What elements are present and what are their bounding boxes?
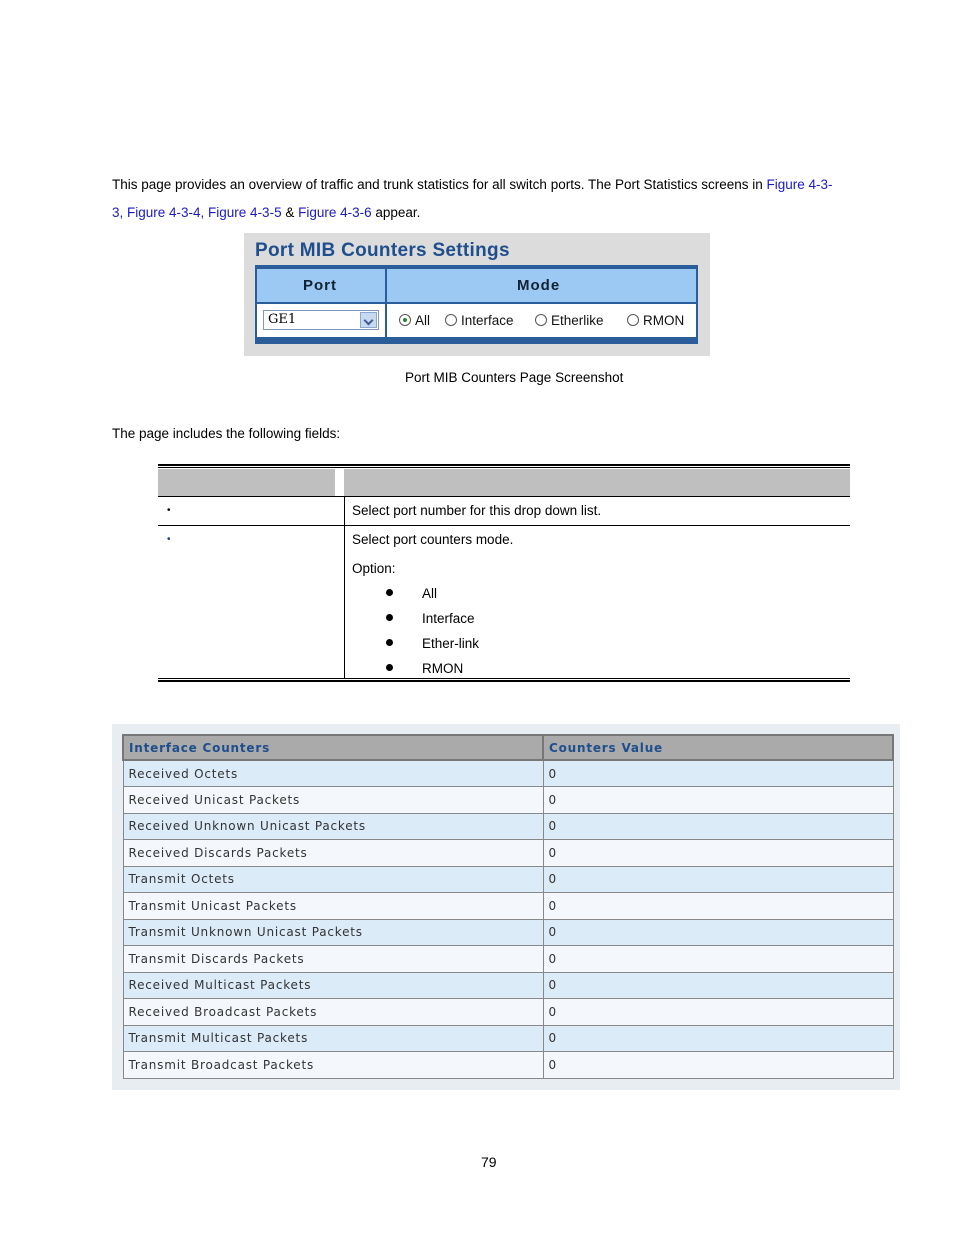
counter-value: 0 <box>543 972 893 999</box>
chevron-down-icon[interactable] <box>360 312 377 328</box>
body-divider <box>385 304 387 337</box>
mode-radio-rmon-label: RMON <box>643 313 685 328</box>
row-divider <box>158 525 850 526</box>
counter-value: 0 <box>543 787 893 814</box>
counter-value: 0 <box>543 1052 893 1079</box>
interface-counters-screenshot <box>112 724 900 1090</box>
row1-bullet: • <box>167 505 171 516</box>
bullet-icon <box>386 664 393 671</box>
table-row <box>123 1025 893 1052</box>
table-row <box>123 946 893 973</box>
settings-title: Port MIB Counters Settings <box>255 240 510 261</box>
intro-text-3: appear. <box>371 205 421 220</box>
intro-paragraph <box>112 171 842 227</box>
table-top-rule <box>158 464 850 466</box>
counters-header-name: Interface Counters <box>123 735 543 760</box>
mode-radio-interface-label: Interface <box>461 313 514 328</box>
row2-description: Select port counters mode. <box>352 532 514 547</box>
counter-name: Received Unicast Packets <box>123 787 543 814</box>
counters-body <box>123 760 893 1078</box>
mode-radio-all[interactable] <box>399 313 430 329</box>
table-row <box>123 893 893 920</box>
counter-value: 0 <box>543 1025 893 1052</box>
table-bottom-rule <box>158 680 850 682</box>
bullet-icon <box>386 639 393 646</box>
settings-body-row <box>255 302 698 339</box>
option-item <box>422 611 475 626</box>
counter-name: Received Octets <box>123 760 543 787</box>
column-divider <box>344 496 345 678</box>
row1-description: Select port number for this drop down list. <box>352 503 602 518</box>
option-item <box>422 586 437 601</box>
table-bottom-bar <box>255 339 698 344</box>
option-item <box>422 636 479 651</box>
counter-name: Transmit Unicast Packets <box>123 893 543 920</box>
mode-radio-etherlike[interactable] <box>535 313 604 329</box>
table-bottom-rule-thin <box>158 678 850 679</box>
intro-text-2: & <box>281 205 299 220</box>
option-rmon: RMON <box>422 661 464 676</box>
counter-value: 0 <box>543 813 893 840</box>
counters-header-row <box>123 735 893 760</box>
mode-radio-rmon[interactable] <box>627 313 684 329</box>
table-row <box>123 760 893 787</box>
port-select-value: GE1 <box>268 312 297 327</box>
option-item <box>422 661 463 676</box>
figure-link-1[interactable]: Figure 4-3-3, Figure 4-3-4, Figure 4-3-5 <box>112 177 833 220</box>
fields-table-header <box>158 469 850 496</box>
port-select[interactable] <box>263 310 379 330</box>
table-row <box>123 866 893 893</box>
table-row <box>123 787 893 814</box>
option-ether-link: Ether-link <box>422 636 480 651</box>
settings-header-row <box>255 269 698 302</box>
table-row <box>123 1052 893 1079</box>
port-column-header: Port <box>303 277 337 294</box>
intro-text-1: This page provides an overview of traffic and trunk statistics for all switch ports. The Port Statistics screens in <box>112 177 767 192</box>
row2-bullet: • <box>167 534 171 545</box>
table-row <box>123 840 893 867</box>
counters-table <box>122 734 894 1079</box>
radio-icon[interactable] <box>445 314 457 326</box>
counter-value: 0 <box>543 760 893 787</box>
counter-value: 0 <box>543 946 893 973</box>
table-row <box>123 972 893 999</box>
settings-table <box>255 265 698 347</box>
port-mib-settings-screenshot <box>244 233 710 356</box>
counters-header-value: Counters Value <box>543 735 893 760</box>
option-all: All <box>422 586 438 601</box>
counter-value: 0 <box>543 919 893 946</box>
figure-caption: Port MIB Counters Page Screenshot <box>405 370 624 385</box>
table-row <box>123 813 893 840</box>
bullet-icon <box>386 614 393 621</box>
counter-name: Transmit Octets <box>123 866 543 893</box>
counter-name: Received Multicast Packets <box>123 972 543 999</box>
option-interface: Interface <box>422 611 475 626</box>
counter-value: 0 <box>543 866 893 893</box>
table-top-rule-thin <box>158 467 850 468</box>
counter-value: 0 <box>543 840 893 867</box>
mode-column-header: Mode <box>517 277 561 294</box>
table-row <box>123 919 893 946</box>
option-label: Option: <box>352 561 396 576</box>
mode-radio-interface[interactable] <box>445 313 514 329</box>
radio-icon[interactable] <box>627 314 639 326</box>
counter-name: Transmit Broadcast Packets <box>123 1052 543 1079</box>
table-row <box>123 999 893 1026</box>
counter-name: Received Unknown Unicast Packets <box>123 813 543 840</box>
radio-selected-icon[interactable] <box>399 314 411 326</box>
fields-table <box>158 464 850 683</box>
counter-name: Transmit Unknown Unicast Packets <box>123 919 543 946</box>
header-bottom-rule <box>158 496 850 497</box>
fields-intro: The page includes the following fields: <box>112 426 341 441</box>
counter-value: 0 <box>543 999 893 1026</box>
counter-name: Received Broadcast Packets <box>123 999 543 1026</box>
counter-name: Transmit Discards Packets <box>123 946 543 973</box>
header-divider <box>385 269 387 302</box>
page-number: 79 <box>481 1154 497 1170</box>
figure-link-2[interactable]: Figure 4-3-6 <box>298 205 372 220</box>
counter-name: Received Discards Packets <box>123 840 543 867</box>
header-separator <box>335 469 344 496</box>
counter-value: 0 <box>543 893 893 920</box>
mode-radio-all-label: All <box>415 313 431 328</box>
mode-radio-etherlike-label: Etherlike <box>551 313 604 328</box>
bullet-icon <box>386 589 393 596</box>
radio-icon[interactable] <box>535 314 547 326</box>
counter-name: Transmit Multicast Packets <box>123 1025 543 1052</box>
